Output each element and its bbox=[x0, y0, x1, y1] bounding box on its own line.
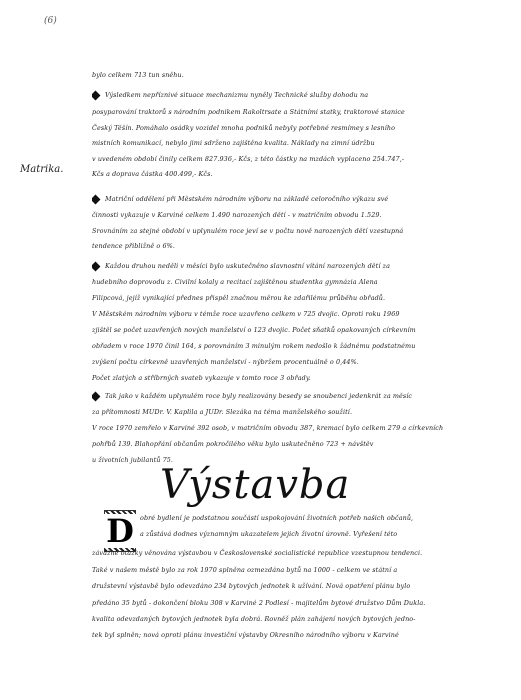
text-line: V roce 1970 zemřelo v Karviné 392 osob, v matričním obvodu 387, kremací bylo celkem 279 a církevních bbox=[92, 424, 444, 432]
bullet-icon bbox=[92, 391, 100, 401]
text-line: V Městském národním výboru v témže roce uzavřeno celkem v 725 dvojic. Oproti roku 1969 bbox=[92, 310, 400, 318]
text-line: Srovnáním za stejné období v uplynulém roce jeví se v počtu nově narozených dětí vzestupná bbox=[92, 227, 404, 235]
text-line: posyparování traktorů s národním podnikem Rakoltrsate a Státními statky, traktorové stanice bbox=[92, 108, 405, 116]
text-line: činnosti vykazuje v Karviné celkem 1.490 narozených dětí - v matričním obvodu 1.529. bbox=[92, 211, 382, 219]
text-line: Počet zlatých a stříbrných svateb vykazuje v tomto roce 3 obřady. bbox=[92, 374, 311, 382]
text-line: tek byl splněn; nová oproti plánu investiční výstavby Okresního národního výboru v Karviné bbox=[92, 631, 399, 639]
text-line: a zůstává dodnes významným ukazatelem jejich životní úrovně. Vyřešení této bbox=[140, 530, 398, 538]
text-line: Český Těšín. Pomáhalo osádky vozidel mnoha podniků nebyly potřebné resmímey s lesního bbox=[92, 124, 396, 132]
text-line: obré bydlení je podstatnou součástí uspokojování životních potřeb našich občanů, bbox=[140, 514, 414, 522]
text-line: kvalita odevzdaných bytových jednotek byla dobrá. Rovněž plán zahájení nových bytových jedno- bbox=[92, 615, 416, 623]
text-line: Kčs a doprava částka 400.499,- Kčs. bbox=[92, 170, 213, 178]
text-line: obřadem v roce 1970 činil 164, s porovnáním 3 minulým rokem nedošlo k žádnému podstatnému bbox=[92, 342, 416, 350]
text-line: družstevní výstavbě bylo odevzdáno 234 bytových jednotek k užívání. Nová opatření plánu bylo bbox=[92, 582, 411, 590]
text-line: hudebního doprovodu z. Civilní kolaly a recitací zajištěnou studentka gymnázia Alena bbox=[92, 278, 378, 286]
text-line: Každou druhou neděli v měsíci bylo uskutečněno slavnostní vítání narozených dětí za bbox=[92, 260, 502, 272]
text-line: pohřbů 139. Blahopřání občanům pokročilého věku bylo uskutečněno 723 + návštěv bbox=[92, 440, 374, 448]
ornamental-dropcap bbox=[104, 510, 136, 552]
text-line: tendence přibližně o 6%. bbox=[92, 242, 175, 250]
text-line: v uvedeném období činily celkem 827.936,- Kčs, z této částky na mzdách vyplaceno 254.747,- bbox=[92, 155, 405, 163]
text-line: Tak jako v každém uplynulém roce byly realizovány besedy se snoubenci jedenkrát za měsíc bbox=[92, 390, 502, 402]
text-line: Filipcová, jejíž vynikající přednes přispěl značnou měrou ke zdařilému průběhu obřadů. bbox=[92, 294, 386, 302]
bullet-icon bbox=[92, 90, 100, 100]
text-line: zvýšení počtu církevně uzavřených manželství - nýbržem procentuálně o 0,44%. bbox=[92, 358, 359, 366]
page-number-mark: (6) bbox=[44, 16, 57, 26]
margin-note-matrika: Matrika. bbox=[20, 164, 64, 175]
text-line: za přítomnosti MUDr. V. Kaplila a JUDr. Slezáka na téma manželského soužití. bbox=[92, 408, 353, 416]
dropcap-letter: D bbox=[106, 512, 134, 550]
text-line: bylo celkem 713 tun sněhu. bbox=[92, 71, 184, 79]
text-line: u životních jubilantů 75. bbox=[92, 456, 174, 464]
text-line: Matriční oddělení při Městském národním výboru na základě celoročního výkazu své bbox=[92, 193, 502, 205]
text-line: Výsledkem nepříznivé situace mechanizmu nyněly Technické služby dohodu na bbox=[92, 89, 502, 101]
bullet-icon bbox=[92, 261, 100, 271]
text-line: Také v našem městě bylo za rok 1970 splněna ozmezdána bytů na 1000 - celkem ve státní a bbox=[92, 566, 398, 574]
bullet-icon bbox=[92, 194, 100, 204]
text-line: závažné otázky věnována výstavbou v Československé socialistické republice vzestupnou tendenci. bbox=[92, 549, 423, 557]
text-line: předáno 35 bytů - dokončení bloku 308 v Karviné 2 Podlesí - majitelům bytové družstvo Dům Dukla. bbox=[92, 599, 426, 607]
text-line: zjištěl se počet uzavřených nových manželství o 123 dvojic. Počet sňatků opakovaných církevním bbox=[92, 326, 416, 334]
section-heading: Výstavba bbox=[160, 462, 351, 508]
text-line: mistních komunikací, nebylo jimi sdrženo zajištěna kvalita. Náklady na zimní údržbu bbox=[92, 139, 375, 147]
